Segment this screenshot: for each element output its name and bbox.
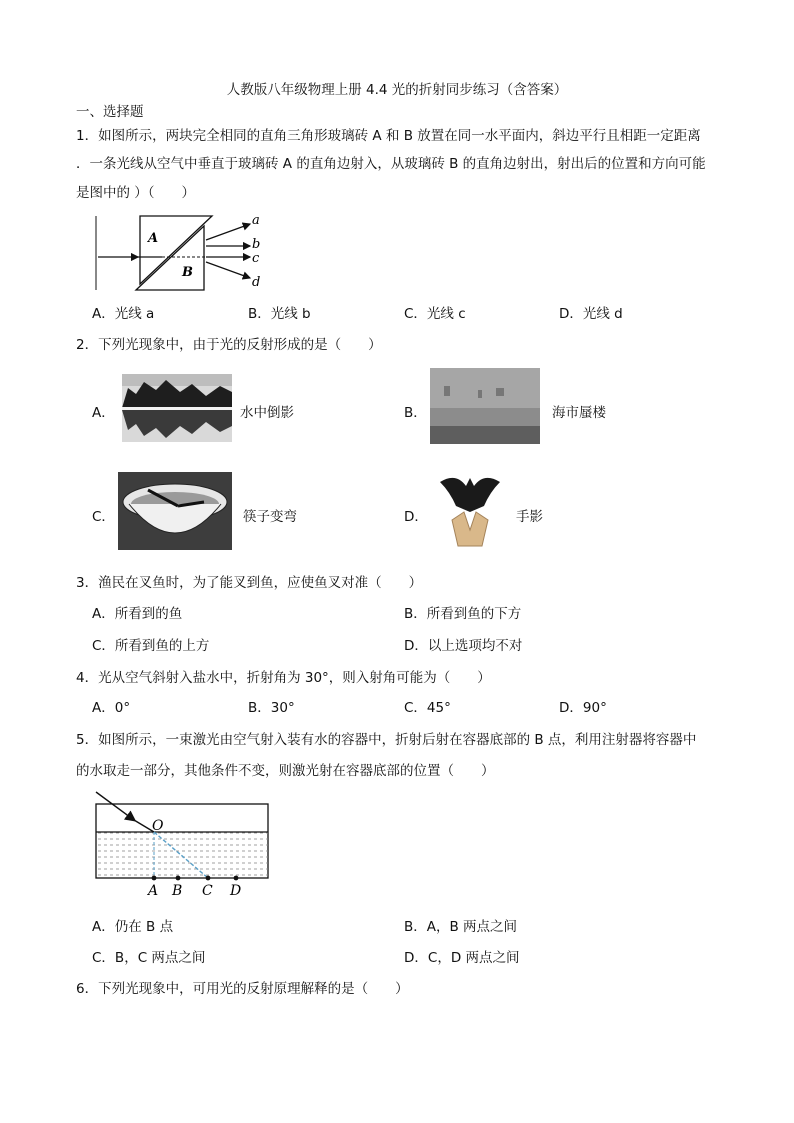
q1-line-1: 1．如图所示，两块完全相同的直角三角形玻璃砖 A 和 B 放置在同一水平面内，斜边平行且相距一定距离	[76, 128, 701, 144]
q5-laser-container-figure	[92, 788, 272, 900]
q5-option-c[interactable]: C．B，C 两点之间	[92, 950, 206, 966]
q2-option-c-letter[interactable]: C．	[92, 509, 115, 525]
q2-option-d-caption: 手影	[516, 509, 543, 525]
q2-option-c-caption: 筷子变弯	[243, 509, 297, 525]
q2-option-d-letter[interactable]: D．	[404, 509, 428, 525]
q5-label-C: C	[202, 883, 213, 899]
q5-line-2: 的水取走一部分，其他条件不变，则激光射在容器底部的位置（ ）	[76, 763, 495, 779]
q5-line-1: 5．如图所示，一束激光由空气射入装有水的容器中，折射后射在容器底部的 B 点，利用注射器将容器中	[76, 732, 697, 748]
q4-option-c[interactable]: C．45°	[404, 700, 451, 716]
q6-stem: 6．下列光现象中，可用光的反射原理解释的是（ ）	[76, 981, 409, 997]
q5-label-O: O	[152, 818, 164, 834]
document-title: 人教版八年级物理上册 4.4 光的折射同步练习（含答案）	[226, 82, 568, 98]
q3-option-b[interactable]: B．所看到鱼的下方	[404, 606, 522, 622]
q1-prism-figure	[92, 210, 272, 294]
q4-option-b[interactable]: B．30°	[248, 700, 295, 716]
section-heading: 一、选择题	[76, 104, 144, 120]
bent-chopsticks-photo	[118, 472, 232, 550]
q2-option-b-caption: 海市蜃楼	[552, 405, 606, 421]
q3-option-d[interactable]: D．以上选项均不对	[404, 638, 523, 654]
q1-option-b[interactable]: B．光线 b	[248, 306, 311, 322]
q3-option-c[interactable]: C．所看到鱼的上方	[92, 638, 210, 654]
hand-shadow-photo	[430, 472, 510, 548]
q5-label-A: A	[148, 883, 159, 899]
q1-label-A: A	[148, 231, 159, 246]
q5-option-d[interactable]: D．C，D 两点之间	[404, 950, 520, 966]
q1-label-a: a	[252, 213, 260, 228]
q1-label-d: d	[252, 275, 261, 290]
q5-option-a[interactable]: A．仍在 B 点	[92, 919, 174, 935]
q4-option-a[interactable]: A．0°	[92, 700, 131, 716]
q2-stem: 2．下列光现象中，由于光的反射形成的是（ ）	[76, 337, 382, 353]
q1-label-b: b	[252, 237, 261, 252]
q1-label-c: c	[252, 251, 260, 266]
q3-option-a[interactable]: A．所看到的鱼	[92, 606, 183, 622]
q1-line-3: 是图中的 ）（ ）	[76, 185, 196, 201]
q1-option-a[interactable]: A．光线 a	[92, 306, 155, 322]
q4-stem: 4．光从空气斜射入盐水中，折射角为 30°，则入射角可能为（ ）	[76, 670, 491, 686]
q1-option-c[interactable]: C．光线 c	[404, 306, 466, 322]
q5-label-B: B	[172, 883, 183, 899]
q2-option-a-caption: 水中倒影	[240, 405, 294, 421]
mirage-photo	[430, 368, 540, 444]
q1-label-B: B	[182, 265, 193, 280]
q5-label-D: D	[230, 883, 242, 899]
q5-option-b[interactable]: B．A，B 两点之间	[404, 919, 518, 935]
q1-line-2: ．一条光线从空气中垂直于玻璃砖 A 的直角边射入，从玻璃砖 B 的直角边射出，射出后的位置和方向可能	[76, 156, 706, 172]
q2-option-a-letter[interactable]: A．	[92, 405, 115, 421]
q3-stem: 3．渔民在叉鱼时，为了能叉到鱼，应使鱼叉对准（ ）	[76, 575, 423, 591]
q4-option-d[interactable]: D．90°	[559, 700, 607, 716]
q2-option-b-letter[interactable]: B．	[404, 405, 427, 421]
water-reflection-photo	[122, 374, 232, 442]
q1-option-d[interactable]: D．光线 d	[559, 306, 623, 322]
